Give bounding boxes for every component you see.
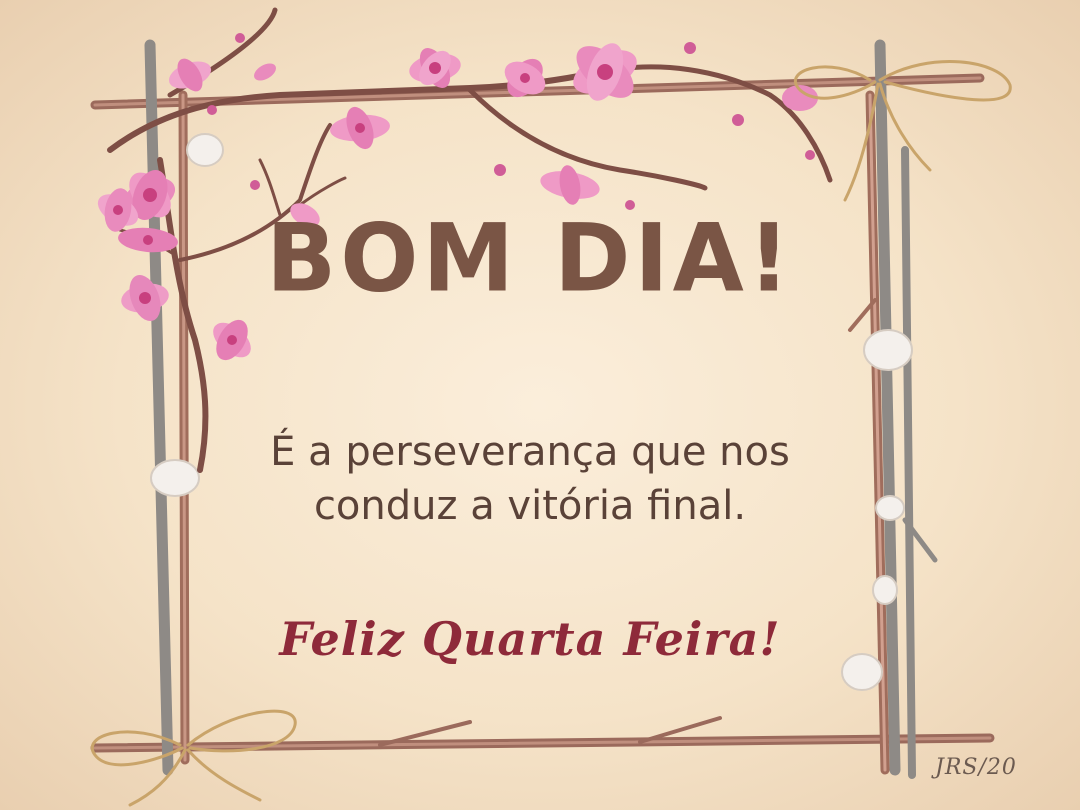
quote-text (180, 425, 880, 533)
page-title: BOM DIA! (266, 203, 794, 314)
weekday-greeting: Feliz Quarta Feira! (279, 612, 781, 666)
quote-line: É a perseverança que nos (270, 429, 790, 475)
author-signature: JRS/20 (935, 755, 1017, 780)
quote-line: conduz a vitória final. (313, 483, 747, 529)
